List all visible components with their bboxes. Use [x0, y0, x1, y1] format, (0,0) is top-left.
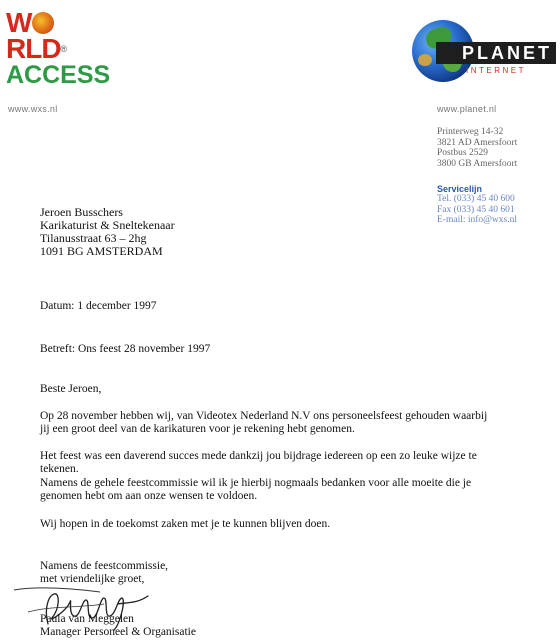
- recipient-name: Jeroen Busschers: [40, 205, 123, 219]
- servicelijn-block: [437, 184, 517, 226]
- address-postbus: Postbus 2529: [437, 148, 488, 158]
- paragraph-2-line-2: tekenen.: [40, 463, 79, 475]
- address-street: Printerweg 14-32: [437, 127, 504, 137]
- recipient-address: [40, 206, 175, 258]
- servicelijn-title: Servicelijn: [437, 184, 483, 194]
- logo-letters-rld: RLD: [6, 33, 61, 64]
- registered-mark: ®: [60, 44, 67, 54]
- paragraph-3: Wij hopen in de toekomst zaken met je te kunnen blijven doen.: [40, 518, 331, 530]
- signer-title: Manager Personeel & Organisatie: [40, 626, 196, 638]
- paragraph-2-line-4: genomen hebt om aan onze wensen te voldoen.: [40, 490, 258, 502]
- sender-address: [437, 127, 517, 169]
- recipient-street: Tilanusstraat 63 – 2hg: [40, 231, 147, 245]
- paragraph-2-line-1: Het feest was een daverend succes mede dankzij jou bijdrage iedereen op een zo leuke wijze te: [40, 450, 477, 462]
- servicelijn-tel: Tel. (033) 45 40 600: [437, 194, 515, 204]
- logo-word-access: ACCESS: [6, 61, 111, 89]
- world-access-logo-row2: [6, 33, 86, 64]
- address-postbus-city: 3800 GB Amersfoort: [437, 158, 518, 169]
- paragraph-2-line-3: Namens de gehele feestcommissie wil ik je hierbij nogmaals bedanken voor alle moeite die je: [40, 477, 472, 489]
- paragraph-1-line-2: jij een groot deel van de karikaturen voor je rekening hebt genomen.: [40, 423, 355, 435]
- right-website-url: www.planet.nl: [437, 104, 497, 114]
- logo-letter-w: W: [6, 7, 32, 38]
- address-zip-city: 3821 AD Amersfoort: [437, 137, 518, 148]
- closing-line-1: Namens de feestcommissie,: [40, 560, 169, 572]
- signer-name: Paula van Meggelen: [40, 613, 134, 625]
- servicelijn-email: E-mail: info@wxs.nl: [437, 215, 517, 225]
- recipient-title: Karikaturist & Sneltekenaar: [40, 218, 175, 232]
- letter-date: Datum: 1 december 1997: [40, 300, 157, 312]
- recipient-city: 1091 BG AMSTERDAM: [40, 244, 163, 258]
- left-website-url: www.wxs.nl: [8, 104, 58, 114]
- paragraph-1-line-1: Op 28 november hebben wij, van Videotex Nederland N.V ons personeelsfeest gehouden waarbij: [40, 410, 488, 422]
- planet-subtitle: INTERNET: [466, 66, 526, 75]
- servicelijn-fax: Fax (033) 45 40 601: [437, 204, 515, 215]
- letter-salutation: Beste Jeroen,: [40, 383, 102, 395]
- closing-line-2: met vriendelijke groet,: [40, 573, 145, 585]
- globe-icon: [32, 12, 54, 34]
- letter-subject: Betreft: Ons feest 28 november 1997: [40, 343, 211, 355]
- world-access-logo: [6, 7, 111, 98]
- planet-wordmark: PLANET: [436, 42, 556, 64]
